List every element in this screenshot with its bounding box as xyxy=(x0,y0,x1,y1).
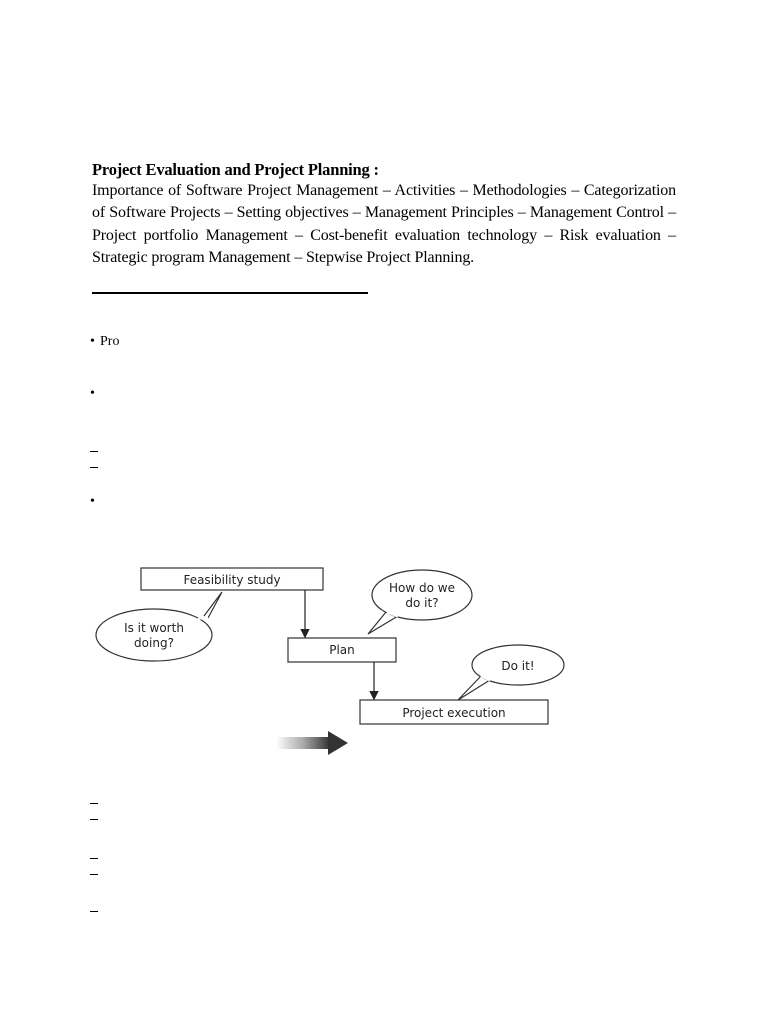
bubble-worth-line1: Is it worth xyxy=(124,621,184,635)
bullet-item xyxy=(90,386,100,402)
speech-bubble-worth xyxy=(96,592,222,661)
progress-arrow-icon xyxy=(276,731,348,755)
project-execution-label: Project execution xyxy=(402,706,506,720)
bullet-text: Pro xyxy=(100,334,120,349)
bullet-dot-icon: • xyxy=(90,494,95,509)
bubble-doit-label: Do it! xyxy=(501,659,535,673)
syllabus-paragraph xyxy=(92,180,676,269)
dash-marker xyxy=(90,803,98,804)
feasibility-study-label: Feasibility study xyxy=(183,573,281,587)
dash-marker xyxy=(90,819,98,820)
dash-marker xyxy=(90,467,98,468)
bubble-how-line1: How do we xyxy=(389,581,455,595)
speech-bubble-how xyxy=(368,570,472,634)
project-execution-box xyxy=(360,700,548,724)
dash-marker xyxy=(90,451,98,452)
bullet-item xyxy=(90,494,100,510)
bubble-how-line2: do it? xyxy=(405,596,439,610)
bubble-worth-line2: doing? xyxy=(134,636,174,650)
feasibility-study-box xyxy=(141,568,323,590)
bullet-dot-icon: • xyxy=(90,334,95,349)
bullet-item xyxy=(90,334,119,350)
dash-marker xyxy=(90,858,98,859)
dash-marker xyxy=(90,911,98,912)
plan-box xyxy=(288,638,396,662)
project-planning-diagram xyxy=(86,560,566,760)
plan-label: Plan xyxy=(329,643,355,657)
bullet-dot-icon: • xyxy=(90,386,95,401)
syllabus-text: Importance of Software Project Management – Activities – Methodologies – Categorization of Software Projects – Setting objectives – Management Principles – Management Control – Project portfolio Management – Cost-benefit evaluation technology – Risk evaluation – Strategic program Management – Stepwise Project Planning. xyxy=(92,182,676,266)
dash-marker xyxy=(90,874,98,875)
horizontal-rule xyxy=(92,292,368,294)
speech-bubble-doit xyxy=(458,645,564,700)
section-heading: Project Evaluation and Project Planning : xyxy=(92,160,379,179)
